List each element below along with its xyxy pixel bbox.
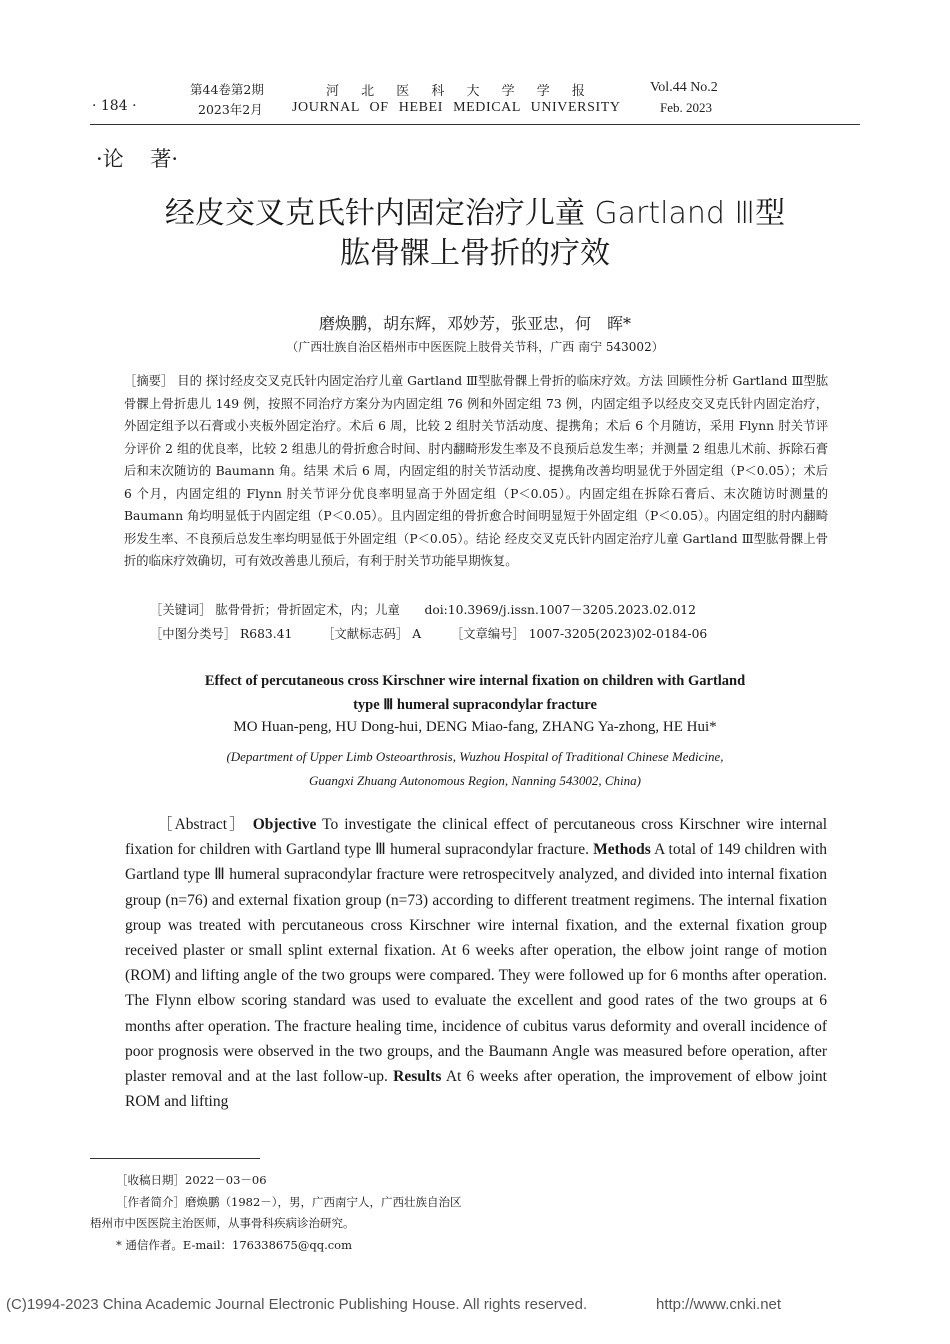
title-en (0, 669, 950, 717)
results-label: Results (393, 1068, 442, 1086)
title-cn-line1: 经皮交叉克氏针内固定治疗儿童 Gartland Ⅲ型 (164, 196, 786, 231)
authors-cn: 磨焕鹏，胡东辉，邓妙芳，张亚忠，何 晖* (318, 314, 631, 333)
volume-issue-cn: 第44卷第2期 (190, 82, 264, 97)
clc-number: ［中图分类号］ R683.41 (150, 627, 293, 641)
results-text: At 6 weeks after operation, the improvement of elbow joint ROM and lifting (125, 1068, 827, 1111)
abstract-en-label: ［Abstract］ (157, 816, 247, 833)
date-cn: 2023年2月 (198, 102, 263, 117)
section-label: ·论 著· (96, 147, 179, 171)
footnote-author-intro-2: 梧州市中医医院主治医师，从事骨科疾病诊治研究。 (90, 1216, 355, 1230)
title-en-line1: Effect of percutaneous cross Kirschner wire internal fixation on children with Gartland (204, 673, 746, 689)
header-rule (90, 124, 860, 125)
objective-text: To investigate the clinical effect of percutaneous cross Kirschner wire internal fixation for children with Gartland type Ⅲ humeral supracondylar fracture. (125, 816, 828, 859)
footnote-received: ［收稿日期］2022－03－06 (116, 1173, 267, 1187)
document-code: ［文献标志码］ A (322, 627, 422, 641)
footnote-rule (90, 1158, 260, 1159)
journal-name-en: JOURNAL OF HEBEI MEDICAL UNIVERSITY (292, 100, 621, 115)
classification-line (150, 624, 733, 642)
title-cn-line2: 肱骨髁上骨折的疗效 (340, 236, 610, 271)
footnote-corresponding: * 通信作者。E-mail：176338675@qq.com (116, 1238, 353, 1252)
methods-text: A total of 149 children with Gartland type Ⅲ humeral supracondylar fracture were retrospecitvely analyzed, and divided into internal fixation group (n=76) and external fixation group (n=73) according to different treatment regimens. The internal fixation group was treated with percutaneous cross Kirschner wire internal fixation, and the external fixation group received plaster or small splint external fixation. At 6 weeks after operation, the elbow joint range of motion (ROM) and lifting angle of the two groups were compared. They were followed up for 6 months after operation. The Flynn elbow scoring standard was used to evaluate the excellent and good rates of the two groups at 6 months after operation. The fracture healing time, incidence of cubitus varus deformity and overall incidence of poor prognosis were observed in the two groups, and the Baumann Angle was measured before operation, after plaster removal and at the last follow-up. (125, 841, 827, 1086)
methods-label: Methods (593, 841, 651, 859)
affiliation-en-line1: (Department of Upper Limb Osteoarthrosis, Wuzhou Hospital of Traditional Chinese Medicine, (226, 749, 724, 764)
cnki-url[interactable]: http://www.cnki.net (656, 1296, 782, 1313)
abstract-cn: ［摘要］ 目的 探讨经皮交叉克氏针内固定治疗儿童 Gartland Ⅲ型肱骨髁上骨折的临床疗效。方法 回顾性分析 Gartland Ⅲ型肱骨髁上骨折患儿 149 例，按照不同治疗方案分为内固定组 76 例和外固定组 73 例，内固定组予以经皮交叉克氏针内固定治疗，外固定组予以石膏或小夹板外固定治疗。术后 6 周，比较 2 组肘关节活动度、提携角；术后 6 个月随访，采用 Flynn 肘关节评分评价 2 组的优良率，比较 2 组患儿的骨折愈合时间、肘内翻畸形发生率及不良预后总发生率；并测量 2 组患儿术前、拆除石膏后和末次随访的 Baumann 角。结果 术后 6 周，内固定组的肘关节活动度、提携角改善均明显优于外固定组（P＜0.05）；术后 6 个月，内固定组的 Flynn 肘关节评分优良率明显高于外固定组（P＜0.05）。内固定组在拆除石膏后、末次随访时测量的 Baumann 角均明显低于内固定组（P＜0.05）。且内固定组的骨折愈合时间明显短于外固定组（P＜0.05）。内固定组的肘内翻畸形发生率、不良预后总发生率均明显低于外固定组（P＜0.05）。结论 经皮交叉克氏针内固定治疗儿童 Gartland Ⅲ型肱骨髁上骨折的临床疗效确切，可有效改善患儿预后，有利于肘关节功能早期恢复。 (124, 374, 828, 568)
copyright-notice: (C)1994-2023 China Academic Journal Electronic Publishing House. All rights reserved. (6, 1296, 588, 1313)
page-number: · 184 · (92, 98, 137, 114)
authors-en: MO Huan-peng, HU Dong-hui, DENG Miao-fang, ZHANG Ya-zhong, HE Hui* (233, 719, 717, 735)
journal-name-cn: 河 北 医 科 大 学 学 报 (326, 84, 594, 99)
article-number: ［文章编号］ 1007-3205(2023)02-0184-06 (451, 627, 708, 641)
abstract-en (125, 812, 827, 1114)
affiliation-en-line2: Guangxi Zhuang Autonomous Region, Nanning 543002, China) (309, 773, 641, 788)
volume-en: Vol.44 No.2 (650, 80, 718, 95)
footnote-author-intro-1: ［作者简介］磨焕鹏（1982－），男，广西南宁人，广西壮族自治区 (116, 1195, 462, 1209)
objective-label: Objective (252, 816, 317, 833)
title-en-line2: type Ⅲ humeral supracondylar fracture (353, 697, 597, 713)
affiliation-cn: （广西壮族自治区梧州市中医医院上肢骨关节科，广西 南宁 543002） (286, 340, 664, 354)
keywords-cn: ［关键词］ 肱骨骨折；骨折固定术，内；儿童 doi:10.3969/j.issn.1007－3205.2023.02.012 (150, 603, 696, 617)
date-en: Feb. 2023 (660, 100, 712, 115)
affiliation-en (0, 745, 950, 793)
